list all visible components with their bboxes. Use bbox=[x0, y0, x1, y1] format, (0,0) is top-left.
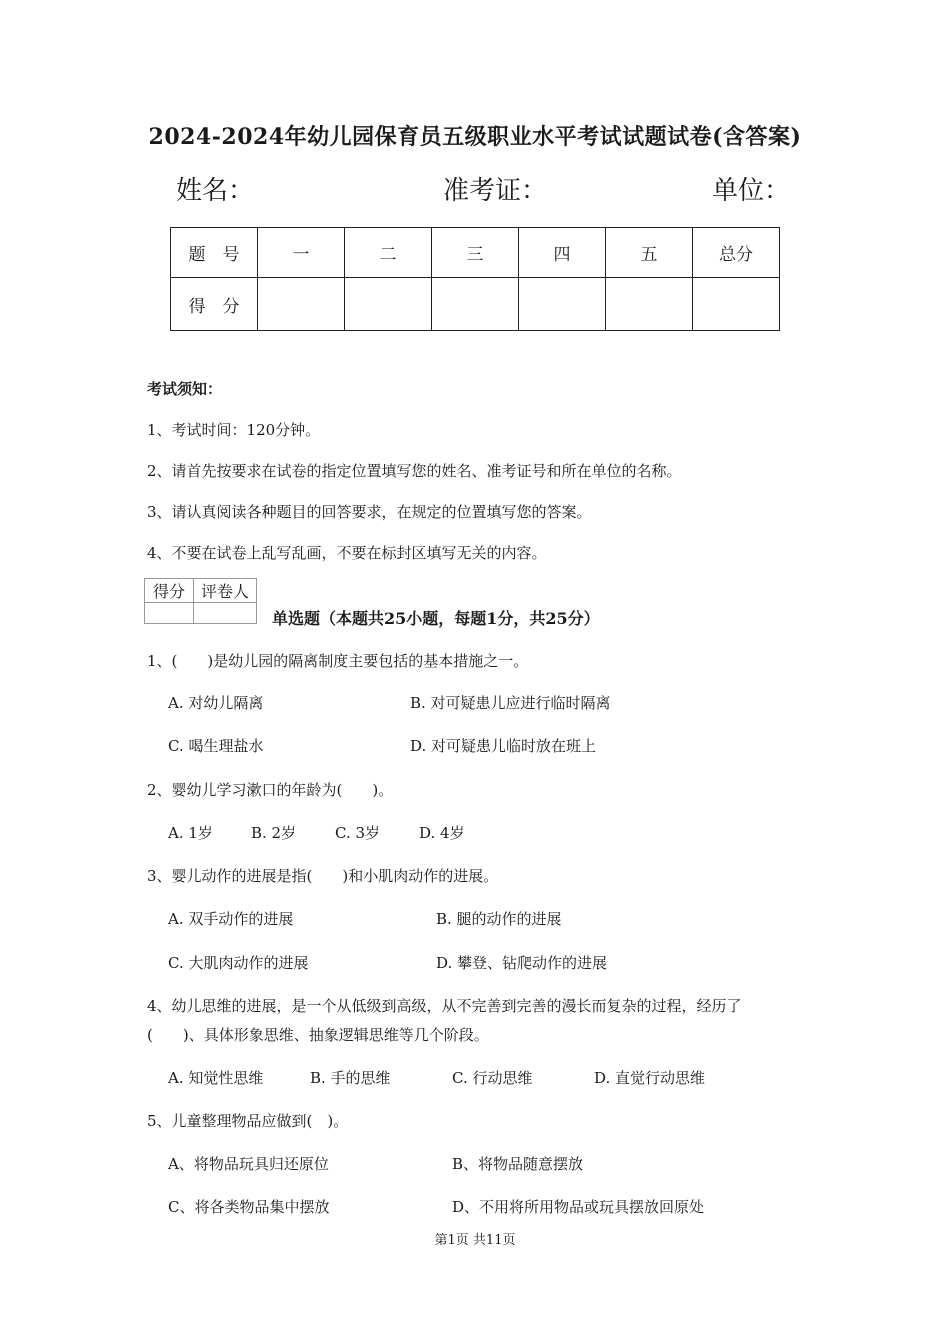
page-footer: 第1页 共11页 bbox=[434, 1233, 516, 1248]
question-option[interactable]: B. 2岁 bbox=[251, 824, 297, 842]
score-cell[interactable] bbox=[693, 278, 780, 331]
score-table-header-cell: 四 bbox=[519, 228, 606, 278]
question-option[interactable]: A、将物品玩具归还原位 bbox=[168, 1155, 329, 1173]
question-stem: 3、婴儿动作的进展是指( )和小肌肉动作的进展。 bbox=[147, 867, 499, 885]
question-option[interactable]: C. 大肌肉动作的进展 bbox=[168, 954, 309, 972]
notice-item: 2、请首先按要求在试卷的指定位置填写您的姓名、准考证号和所在单位的名称。 bbox=[147, 462, 682, 480]
question-option[interactable]: D. 直觉行动思维 bbox=[594, 1069, 706, 1087]
score-table-header-cell: 二 bbox=[345, 228, 432, 278]
question-option[interactable]: C. 行动思维 bbox=[452, 1069, 533, 1087]
exam-id-label: 准考证： bbox=[443, 176, 548, 206]
question-option[interactable]: A. 知觉性思维 bbox=[168, 1069, 264, 1087]
question-option[interactable]: A. 双手动作的进展 bbox=[168, 910, 294, 928]
question-stem: 2、婴幼儿学习漱口的年龄为( )。 bbox=[147, 781, 394, 799]
score-table-score-row bbox=[171, 278, 780, 331]
question-stem-continued: ( )、具体形象思维、抽象逻辑思维等几个阶段。 bbox=[147, 1026, 489, 1044]
score-cell[interactable] bbox=[519, 278, 606, 331]
score-table-header-cell: 五 bbox=[606, 228, 693, 278]
question-option[interactable]: B. 腿的动作的进展 bbox=[436, 910, 562, 928]
grader-name-label: 评卷人 bbox=[194, 579, 257, 603]
notice-item: 1、考试时间：120分钟。 bbox=[147, 421, 321, 439]
grader-score-label: 得分 bbox=[145, 579, 194, 603]
question-option[interactable]: D、不用将所用物品或玩具摆放回原处 bbox=[452, 1198, 705, 1216]
grader-score-cell[interactable] bbox=[145, 603, 194, 624]
score-table-header-cell: 总分 bbox=[693, 228, 780, 278]
question-option[interactable]: C. 3岁 bbox=[335, 824, 381, 842]
score-table-header-cell: 题 号 bbox=[171, 228, 258, 278]
question-stem: 1、( )是幼儿园的隔离制度主要包括的基本措施之一。 bbox=[147, 652, 529, 670]
score-cell[interactable] bbox=[432, 278, 519, 331]
notice-item: 4、不要在试卷上乱写乱画，不要在标封区填写无关的内容。 bbox=[147, 544, 547, 562]
score-table bbox=[170, 227, 780, 331]
notice-heading: 考试须知： bbox=[147, 380, 223, 398]
question-option[interactable]: B. 手的思维 bbox=[310, 1069, 391, 1087]
score-cell[interactable] bbox=[345, 278, 432, 331]
unit-label: 单位： bbox=[712, 176, 791, 206]
grader-name-cell[interactable] bbox=[194, 603, 257, 624]
question-option[interactable]: D. 对可疑患儿临时放在班上 bbox=[410, 737, 597, 755]
name-label: 姓名： bbox=[176, 176, 255, 206]
question-option[interactable]: A. 对幼儿隔离 bbox=[168, 694, 264, 712]
score-row-label: 得 分 bbox=[171, 278, 258, 331]
question-option[interactable]: B、将物品随意摆放 bbox=[452, 1155, 584, 1173]
question-option[interactable]: C、将各类物品集中摆放 bbox=[168, 1198, 330, 1216]
question-stem: 4、幼儿思维的进展，是一个从低级到高级，从不完善到完善的漫长而复杂的过程，经历了 bbox=[147, 997, 742, 1015]
page-title: 2024-2024年幼儿园保育员五级职业水平考试试题试卷(含答案) bbox=[148, 124, 802, 150]
score-cell[interactable] bbox=[606, 278, 693, 331]
question-option[interactable]: D. 攀登、钻爬动作的进展 bbox=[436, 954, 608, 972]
score-cell[interactable] bbox=[258, 278, 345, 331]
question-option[interactable]: A. 1岁 bbox=[168, 824, 213, 842]
score-table-header-cell: 三 bbox=[432, 228, 519, 278]
question-option[interactable]: D. 4岁 bbox=[419, 824, 465, 842]
notice-item: 3、请认真阅读各种题目的回答要求，在规定的位置填写您的答案。 bbox=[147, 503, 592, 521]
score-table-header-row bbox=[171, 228, 780, 278]
question-stem: 5、儿童整理物品应做到( )。 bbox=[147, 1112, 349, 1130]
section-title: 单选题（本题共25小题，每题1分，共25分） bbox=[272, 609, 600, 628]
score-table-header-cell: 一 bbox=[258, 228, 345, 278]
grader-box bbox=[144, 578, 257, 624]
question-option[interactable]: B. 对可疑患儿应进行临时隔离 bbox=[410, 694, 611, 712]
question-option[interactable]: C. 喝生理盐水 bbox=[168, 737, 264, 755]
